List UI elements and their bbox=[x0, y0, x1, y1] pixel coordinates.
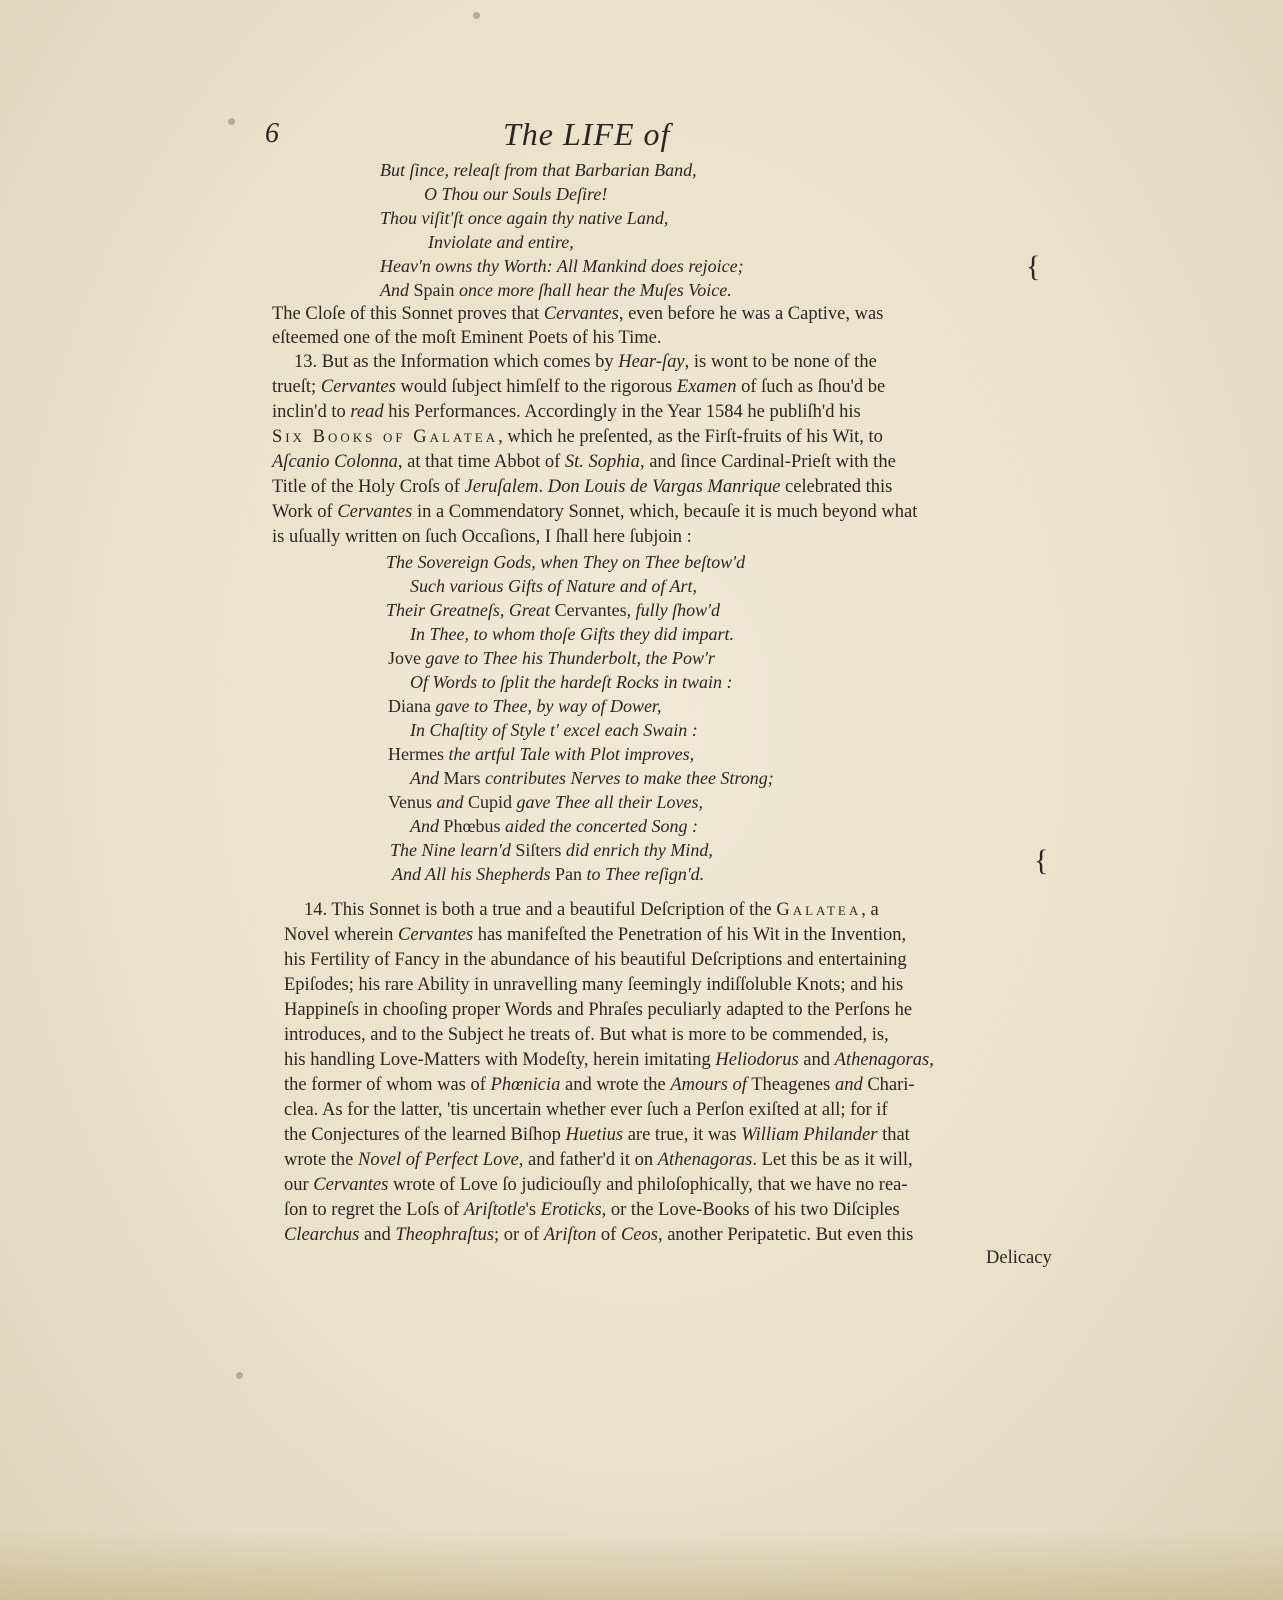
text-line: Epiſodes; his rare Ability in unravelling many ſeemingly indiſſoluble Knots; and his bbox=[284, 975, 904, 995]
text-line: Title of the Holy Croſs of Jeruſalem. Don Louis de Vargas Manrique celebrated this bbox=[272, 477, 893, 497]
text-line: our Cervantes wrote of Love ſo judiciouſly and philoſophically, that we have no rea- bbox=[284, 1175, 908, 1195]
text-line: ſon to regret the Loſs of Ariſtotle's Eroticks, or the Love-Books of his two Diſciples bbox=[284, 1200, 900, 1220]
text-line: clea. As for the latter, 'tis uncertain whether ever ſuch a Perſon exiſted at all; for if bbox=[284, 1100, 888, 1120]
text-line: Happineſs in chooſing proper Words and Phraſes peculiarly adapted to the Perſons he bbox=[284, 1000, 913, 1020]
text-line: his handling Love-Matters with Modeſty, herein imitating Heliodorus and Athenagoras, bbox=[284, 1050, 934, 1070]
text-line: Six Books of Galatea, which he preſented, as the Firſt-fruits of his Wit, to bbox=[272, 427, 883, 447]
text-line: wrote the Novel of Perfect Love, and father'd it on Athenagoras. Let this be as it will, bbox=[284, 1150, 913, 1170]
text-line: 13. But as the Information which comes by Hear-ſay, is wont to be none of the bbox=[294, 352, 877, 372]
running-title: The LIFE of bbox=[503, 116, 671, 152]
page-edge-shading bbox=[0, 1530, 1283, 1600]
verse-line: And Mars contributes Nerves to make thee Strong; bbox=[410, 768, 774, 788]
verse-line: Venus and Cupid gave Thee all their Loves, bbox=[388, 792, 703, 812]
paper-speck bbox=[228, 118, 235, 125]
paper-speck bbox=[236, 1372, 243, 1379]
verse-line: Inviolate and entire, bbox=[428, 232, 574, 252]
verse-line: And Spain once more ſhall hear the Muſes Voice. bbox=[380, 280, 732, 300]
text-line: 14. This Sonnet is both a true and a beautiful Deſcription of the Galatea, a bbox=[304, 900, 879, 920]
verse-line: But ſince, releaſt from that Barbarian Band, bbox=[380, 160, 697, 180]
verse-line: Heav'n owns thy Worth: All Mankind does rejoice; bbox=[380, 256, 744, 276]
text-line: The Cloſe of this Sonnet proves that Cervantes, even before he was a Captive, was bbox=[272, 304, 884, 324]
text-line: is uſually written on ſuch Occaſions, I ſhall here ſubjoin : bbox=[272, 527, 692, 547]
verse-line: Hermes the artful Tale with Plot improves, bbox=[388, 744, 695, 764]
running-head bbox=[265, 118, 785, 158]
brace-ornament: { bbox=[1034, 844, 1049, 877]
verse-line: Thou viſit'ſt once again thy native Land, bbox=[380, 208, 669, 228]
text-line: Novel wherein Cervantes has manifeſted the Penetration of his Wit in the Invention, bbox=[284, 925, 907, 945]
paper-speck bbox=[473, 12, 480, 19]
verse-line: In Thee, to whom thoſe Gifts they did impart. bbox=[410, 624, 734, 644]
verse-line: In Chaſtity of Style t' excel each Swain : bbox=[410, 720, 698, 740]
text-line: trueſt; Cervantes would ſubject himſelf to the rigorous Examen of ſuch as ſhou'd be bbox=[272, 377, 886, 397]
text-line: eſteemed one of the moſt Eminent Poets of his Time. bbox=[272, 328, 662, 348]
text-line: inclin'd to read his Performances. Accordingly in the Year 1584 he publiſh'd his bbox=[272, 402, 861, 422]
page-number: 6 bbox=[265, 118, 279, 149]
verse-line: Such various Gifts of Nature and of Art, bbox=[410, 576, 698, 596]
brace-ornament: { bbox=[1026, 250, 1041, 283]
text-line: his Fertility of Fancy in the abundance of his beautiful Deſcriptions and entertaining bbox=[284, 950, 907, 970]
verse-line: Diana gave to Thee, by way of Dower, bbox=[388, 696, 662, 716]
text-line: the Conjectures of the learned Biſhop Huetius are true, it was William Philander that bbox=[284, 1125, 910, 1145]
text-line: introduces, and to the Subject he treats of. But what is more to be commended, is, bbox=[284, 1025, 889, 1045]
text-line: Clearchus and Theophraſtus; or of Ariſton of Ceos, another Peripatetic. But even this bbox=[284, 1225, 914, 1245]
verse-line: The Nine learn'd Siſters did enrich thy Mind, bbox=[390, 840, 713, 860]
verse-line: And Phœbus aided the concerted Song : bbox=[410, 816, 698, 836]
verse-line: And All his Shepherds Pan to Thee reſign'd. bbox=[392, 864, 705, 884]
catchword: Delicacy bbox=[986, 1248, 1052, 1268]
text-line: Aſcanio Colonna, at that time Abbot of St. Sophia, and ſince Cardinal-Prieſt with the bbox=[272, 452, 896, 472]
verse-line: O Thou our Souls Deſire! bbox=[424, 184, 608, 204]
verse-line: The Sovereign Gods, when They on Thee beſtow'd bbox=[386, 552, 746, 572]
verse-line: Their Greatneſs, Great Cervantes, fully ſhow'd bbox=[386, 600, 720, 620]
text-line: the former of whom was of Phœnicia and wrote the Amours of Theagenes and Chari- bbox=[284, 1075, 915, 1095]
verse-line: Of Words to ſplit the hardeſt Rocks in twain : bbox=[410, 672, 733, 692]
text-line: Work of Cervantes in a Commendatory Sonnet, which, becauſe it is much beyond what bbox=[272, 502, 918, 522]
verse-line: Jove gave to Thee his Thunderbolt, the Pow'r bbox=[388, 648, 715, 668]
